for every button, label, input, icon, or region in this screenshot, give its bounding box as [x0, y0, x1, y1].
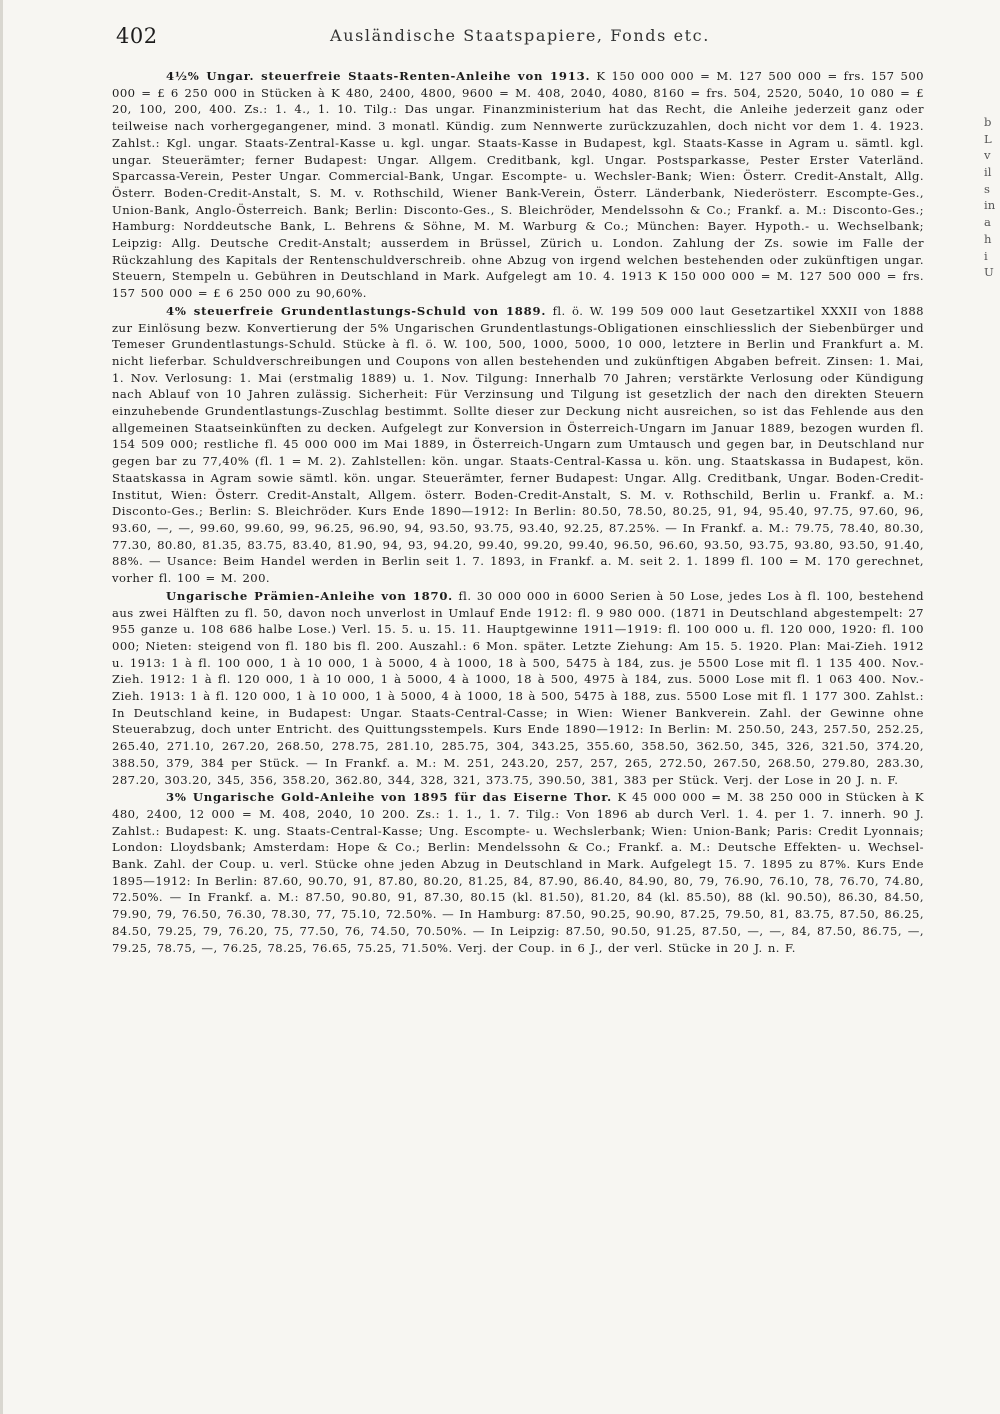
margin-fragment: v: [984, 148, 991, 163]
entry-body: fl. ö. W. 199 509 000 laut Gesetzartikel XXXII von 1888 zur Einlösung bezw. Konvertierung der 5% Ungarischen Grundentlastungs-Obligationen einschliesslich der Siebenbürger und Temeser Grundentlastungs-Schuld. Stücke à fl. ö. W. 100, 500, 1000, 5000, 10 000, letztere in Berlin und Frankfurt a. M. nicht lieferbar. Schuldverschreibungen und Coupons von allen bestehenden und zukünftigen Abgaben befreit. Zinsen: 1. Mai, 1. Nov. Verlosung: 1. Mai (erstmalig 1889) u. 1. Nov. Tilgung: Innerhalb 70 Jahren; verstärkte Verlosung oder Kündigung nach Ablauf von 10 Jahren zulässig. Sicherheit: Für Verzinsung und Tilgung ist gesetzlich der nach den direkten Steuern einzuhebende Grundentlastungs-Zuschlag bestimmt. Sollte dieser zur Deckung nicht ausreichen, so ist das Fehlende aus den allgemeinen Staatseinkünften zu decken. Aufgelegt zur Konversion in Österreich-Ungarn im Januar 1889, bezogen wurden fl. 154 509 000; restliche fl. 45 000 000 im Mai 1889, in Österreich-Ungarn zum Umtausch und gegen bar, in Deutschland nur gegen bar zu 77,40% (fl. 1 = M. 2). Zahlstellen: kön. ungar. Staats-Central-Kassa u. kön. ung. Staatskassa in Budapest, kön. Staatskassa in Agram sowie sämtl. kön. ungar. Steuerämter, ferner Budapest: Ungar. Allg. Creditbank, Ungar. Boden-Credit-Institut, Wien: Österr. Credit-Anstalt, Allgem. österr. Boden-Credit-Anstalt, S. M. v. Rothschild, Berlin u. Frankf. a. M.: Disconto-Ges.; Berlin: S. Bleichröder. Kurs Ende 1890—1912: In Berlin: 80.50, 78.50, 80.25, 91, 94, 95.40, 97.75, 97.60, 96, 93.60, —, —, 99.60, 99.60, 99, 96.25, 96.90, 94, 93.50, 93.75, 93.40, 92.25, 87.25%. — In Frankf. a. M.: 79.75, 78.40, 80.30, 77.30, 80.80, 81.35, 83.75, 83.40, 81.90, 94, 93, 94.20, 99.40, 99.20, 99.40, 96.50, 96.60, 93.50, 93.75, 93.80, 93.50, 91.40, 88%. — Usance: Beim Handel werden in Berlin seit 1. 7. 1893, in Frankf. a. M. seit 2. 1. 1899 fl. 100 = M. 170 gerechnet, vorher fl. 100 = M. 200.: [112, 303, 924, 586]
margin-fragment: i: [984, 248, 988, 263]
entry-body: fl. 30 000 000 in 6000 Serien à 50 Lose, jedes Los à fl. 100, bestehend aus zwei Hälften zu fl. 50, davon noch unverlost in Umlauf Ende 1912: fl. 9 980 000. (1871 in Deutschland abgestempelt: 27 955 ganze u. 108 686 halbe Lose.) Verl. 15. 5. u. 15. 11. Hauptgewinne 1911—1919: fl. 100 000 u. fl. 120 000, 1920: fl. 100 000; Nieten: steigend von fl. 180 bis fl. 200. Auszahl.: 6 Mon. später. Letzte Ziehung: Am 15. 5. 1920. Plan: Mai-Zieh. 1912 u. 1913: 1 à fl. 100 000, 1 à 10 000, 1 à 5000, 4 à 1000, 18 à 500, 5475 à 184, zus. je 5500 Lose mit fl. 1 135 400. Nov.-Zieh. 1912: 1 à fl. 120 000, 1 à 10 000, 1 à 5000, 4 à 1000, 18 à 500, 4975 à 184, zus. 5000 Lose mit fl. 1 063 400. Nov.-Zieh. 1913: 1 à fl. 120 000, 1 à 10 000, 1 à 5000, 4 à 1000, 18 à 500, 5475 à 188, zus. 5500 Lose mit fl. 1 177 300. Zahlst.: In Deutschland keine, in Budapest: Ungar. Staats-Central-Casse; in Wien: Wiener Bankverein. Zahl. der Gewinne ohne Steuerabzug, doch unter Entricht. des Quittungsstempels. Kurs Ende 1890—1912: In Berlin: M. 250.50, 243, 257.50, 252.25, 265.40, 271.10, 267.20, 268.50, 278.75, 281.10, 285.75, 304, 343.25, 355.60, 358.50, 362.50, 345, 326, 321.50, 374.20, 388.50, 379, 384 per Stück. — In Frankf. a. M.: M. 251, 243.20, 257, 257, 265, 272.50, 267.50, 268.50, 279.80, 283.30, 287.20, 303.20, 345, 356, 358.20, 362.80, 344, 328, 321, 373.75, 390.50, 381, 383 per Stück. Verj. der Lose in 20 J. n. F.: [112, 588, 924, 787]
margin-fragment: h: [984, 231, 992, 246]
entry-title: 4½% Ungar. steuerfreie Staats-Renten-Anleihe von 1913.: [166, 69, 591, 83]
margin-fragment: L: [984, 131, 992, 146]
margin-fragment: U: [984, 265, 994, 280]
margin-fragment: il: [984, 165, 992, 180]
margin-fragment: in: [984, 198, 996, 213]
entry-gold-anleihe-1895: [112, 789, 924, 956]
margin-fragment: s: [984, 181, 990, 196]
text-column: [112, 68, 924, 957]
entry-title: 3% Ungarische Gold-Anleihe von 1895 für das Eiserne Thor.: [166, 790, 613, 805]
entry-title: 4% steuerfreie Grundentlastungs-Schuld von 1889.: [166, 303, 547, 318]
margin-fragment: b: [984, 115, 992, 129]
scan-edge: [0, 0, 3, 1414]
page-header: [116, 24, 924, 54]
margin-fragment: a: [984, 215, 991, 230]
entry-grundentlastungs-schuld-1889: [112, 303, 924, 587]
entry-renten-anleihe-1913: [112, 68, 924, 302]
adjacent-page-fragments: [984, 114, 1000, 281]
running-title: Ausländische Staatspapiere, Fonds etc.: [330, 26, 710, 45]
entry-body: K 150 000 000 = M. 127 500 000 = frs. 157 500 000 = £ 6 250 000 in Stücken à K 480, 2400, 4800, 9600 = M. 408, 2040, 4080, 8160 = frs. 504, 2520, 5040, 10 080 = £ 20, 100, 200, 400. Zs.: 1. 4., 1. 10. Tilg.: Das ungar. Finanzministerium hat das Recht, die Anleihe jederzeit ganz oder teilweise nach vorhergegangener, mind. 3 monatl. Kündig. zum Nennwerte zurückzuzahlen, doch nicht vor dem 1. 4. 1923. Zahlst.: Kgl. ungar. Staats-Zentral-Kasse u. kgl. ungar. Staats-Kasse in Budapest, kgl. Staats-Kasse in Agram u. sämtl. kgl. ungar. Steuerämter; ferner Budapest: Ungar. Allgem. Creditbank, kgl. Ungar. Postsparkasse, Pester Erster Vaterländ. Sparcassa-Verein, Pester Ungar. Commercial-Bank, Ungar. Escompte- u. Wechsler-Bank; Wien: Österr. Credit-Anstalt, Allg. Österr. Boden-Credit-Anstalt, S. M. v. Rothschild, Wiener Bank-Verein, Österr. Länderbank, Niederösterr. Escompte-Ges., Union-Bank, Anglo-Österreich. Bank; Berlin: Disconto-Ges., S. Bleichröder, Mendelssohn & Co.; Frankf. a. M.: Disconto-Ges.; Hamburg: Norddeutsche Bank, L. Behrens & Söhne, M. M. Warburg & Co.; München: Bayer. Hypoth.- u. Wechselbank; Leipzig: Allg. Deutsche Credit-Anstalt; ausserdem in Brüssel, Zürich u. London. Zahlung der Zs. sowie im Falle der Rückzahlung des Kapitals der Rentenschuldverschreib. ohne Abzug von irgend welchen bestehenden oder zukünftigen ungar. Steuern, Stempeln u. Gebühren in Deutschland in Mark. Aufgelegt am 10. 4. 1913 K 150 000 000 = M. 127 500 000 = frs. 157 500 000 = £ 6 250 000 zu 90,60%.: [112, 69, 924, 301]
entry-body: K 45 000 000 = M. 38 250 000 in Stücken à K 480, 2400, 12 000 = M. 408, 2040, 10 200. Zs.: 1. 1., 1. 7. Tilg.: Von 1896 ab durch Verl. 1. 4. per 1. 7. innerh. 90 J. Zahlst.: Budapest: K. ung. Staats-Central-Kasse; Ung. Escompte- u. Wechslerbank; Wien: Union-Bank; Paris: Credit Lyonnais; London: Lloydsbank; Amsterdam: Hope & Co.; Berlin: Mendelssohn & Co.; Frankf. a. M.: Deutsche Effekten- u. Wechsel-Bank. Zahl. der Coup. u. verl. Stücke ohne jeden Abzug in Deutschland in Mark. Aufgelegt 15. 7. 1895 zu 87%. Kurs Ende 1895—1912: In Berlin: 87.60, 90.70, 91, 87.80, 80.20, 81.25, 84, 87.90, 86.40, 84.90, 80, 79, 76.90, 76.10, 78, 76.70, 74.80, 72.50%. — In Frankf. a. M.: 87.50, 90.80, 91, 87.30, 80.15 (kl. 81.50), 81.20, 84 (kl. 85.50), 88 (kl. 90.50), 86.30, 84.50, 79.90, 79, 76.50, 76.30, 78.30, 77, 75.10, 72.50%. — In Hamburg: 87.50, 90.25, 90.90, 87.25, 79.50, 81, 83.75, 87.50, 86.25, 84.50, 79.25, 79, 76.20, 75, 77.50, 76, 74.50, 70.50%. — In Leipzig: 87.50, 90.50, 91.25, 87.50, —, —, 84, 87.50, 86.75, —, 79.25, 78.75, —, 76.25, 78.25, 76.65, 75.25, 71.50%. Verj. der Coup. in 6 J., der verl. Stücke in 20 J. n. F.: [112, 790, 924, 955]
entry-title: Ungarische Prämien-Anleihe von 1870.: [166, 588, 454, 603]
page-number: 402: [116, 24, 158, 48]
entry-praemien-anleihe-1870: [112, 588, 924, 788]
